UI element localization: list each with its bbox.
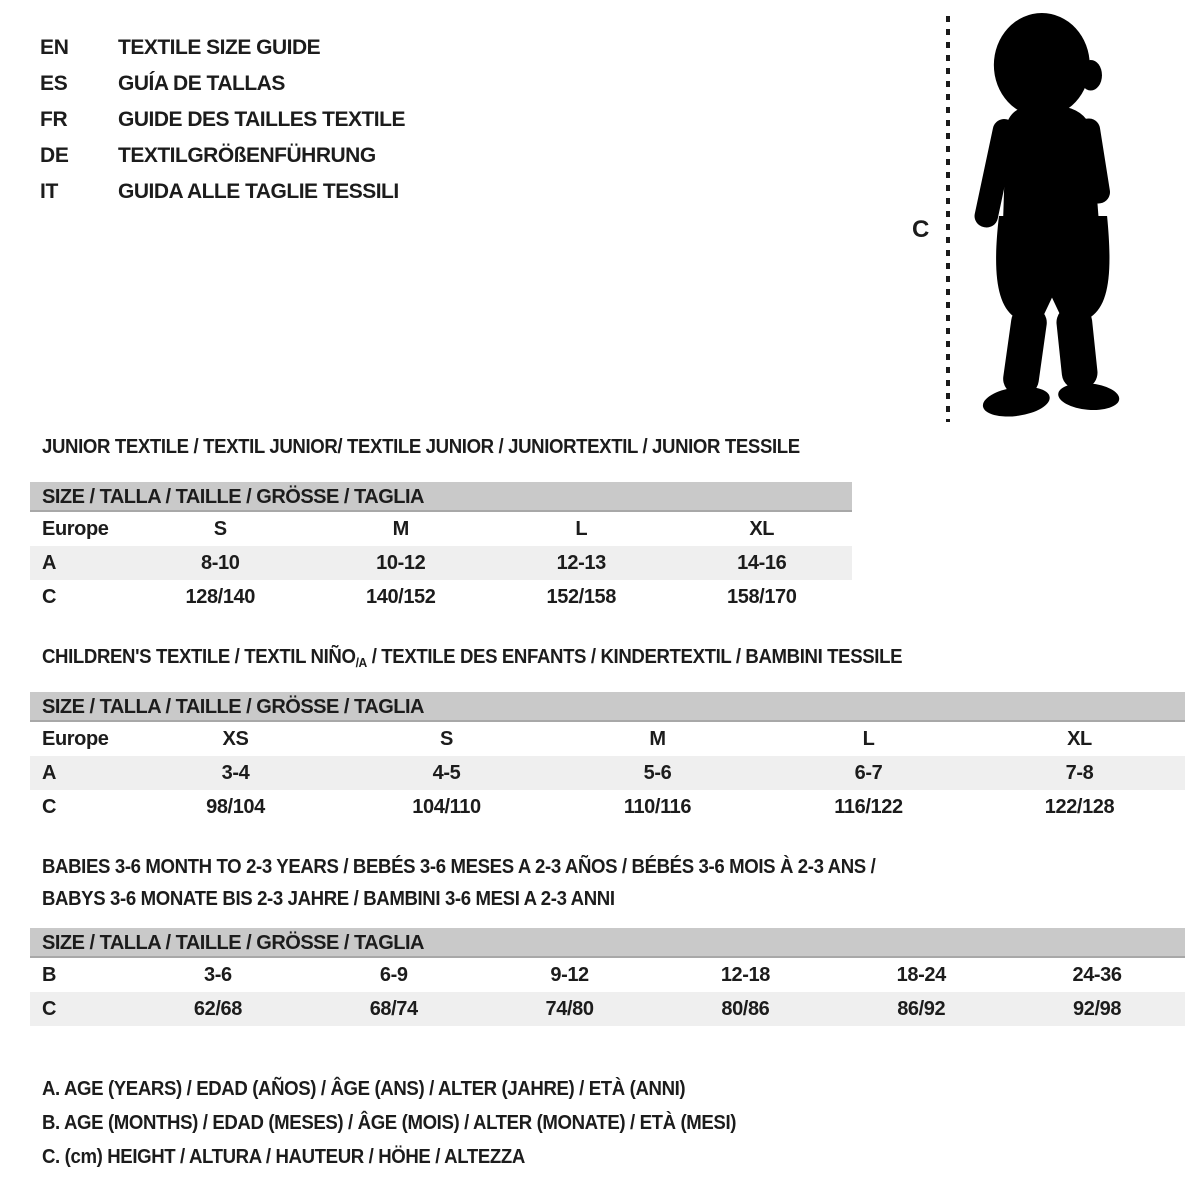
table-cell: 74/80 <box>545 997 594 1020</box>
table-cell: M <box>649 727 666 750</box>
section-title <box>30 851 1185 915</box>
table-cell: XS <box>222 727 249 750</box>
section-title-subscript: /A <box>355 655 367 670</box>
table-cell: 98/104 <box>206 795 265 818</box>
language-code: FR <box>40 108 68 131</box>
legend-line-c: C. (cm) HEIGHT / ALTURA / HAUTEUR / HÖHE / ALTEZZA <box>42 1146 525 1168</box>
guide-title: GUIDE DES TAILLES TEXTILE <box>118 108 405 131</box>
size-table <box>30 722 1185 824</box>
table-cell: 62/68 <box>193 997 242 1020</box>
language-code: DE <box>40 144 69 167</box>
table-cell: 152/158 <box>546 585 616 608</box>
table-cell: 10-12 <box>376 551 426 574</box>
guide-title: GUÍA DE TALLAS <box>118 72 285 95</box>
row-label: C <box>42 585 57 608</box>
table-row <box>30 958 1185 992</box>
legend <box>42 1072 788 1174</box>
language-row <box>40 66 405 102</box>
table-cell: 12-18 <box>720 963 770 986</box>
row-label: A <box>42 761 57 784</box>
table-cell: 12-13 <box>556 551 606 574</box>
table-cell: 6-9 <box>379 963 408 986</box>
table-cell: L <box>575 517 588 540</box>
guide-title: GUIDA ALLE TAGLIE TESSILI <box>118 180 399 203</box>
section-title-line1: BABIES 3-6 MONTH TO 2-3 YEARS / BEBÉS 3-6 MESES A 2-3 AÑOS / BÉBÉS 3-6 MOIS À 2-3 ANS / <box>42 856 876 878</box>
table-cell: 140/152 <box>366 585 436 608</box>
table-cell: 6-7 <box>854 761 883 784</box>
section-childrens-textile <box>30 646 1185 824</box>
table-cell: 3-6 <box>204 963 232 986</box>
table-cell: 86/92 <box>897 997 946 1020</box>
table-cell: 5-6 <box>643 761 672 784</box>
language-row <box>40 174 405 210</box>
size-table <box>30 958 1185 1026</box>
table-row <box>30 580 852 614</box>
size-table <box>30 512 852 614</box>
row-label: B <box>42 963 57 986</box>
table-cell: 92/98 <box>1073 997 1122 1020</box>
table-cell: 18-24 <box>896 963 946 986</box>
table-cell: 122/128 <box>1044 795 1115 818</box>
table-cell: 24-36 <box>1072 963 1122 986</box>
section-title: JUNIOR TEXTILE / TEXTIL JUNIOR/ TEXTILE JUNIOR / JUNIORTEXTIL / JUNIOR TESSILE <box>42 436 800 458</box>
size-header-bar: SIZE / TALLA / TAILLE / GRÖSSE / TAGLIA <box>30 928 1185 958</box>
legend-line-a: A. AGE (YEARS) / EDAD (AÑOS) / ÂGE (ANS) / ALTER (JAHRE) / ETÀ (ANNI) <box>42 1078 686 1100</box>
row-label: C <box>42 795 57 818</box>
table-cell: 116/122 <box>834 795 903 818</box>
language-row <box>40 30 405 66</box>
table-cell: 158/170 <box>727 585 797 608</box>
section-babies-textile <box>30 851 1185 1026</box>
row-label: Europe <box>42 727 109 750</box>
table-cell: 14-16 <box>737 551 787 574</box>
table-cell: 7-8 <box>1065 761 1094 784</box>
section-title-text: / TEXTILE DES ENFANTS / KINDERTEXTIL / BAMBINI TESSILE <box>366 646 903 668</box>
table-cell: S <box>440 727 453 750</box>
table-cell: XL <box>1067 727 1092 750</box>
language-row <box>40 138 405 174</box>
table-cell: XL <box>749 517 775 540</box>
language-row <box>40 102 405 138</box>
table-row <box>30 992 1185 1026</box>
language-code: IT <box>40 180 59 203</box>
table-row <box>30 722 1185 756</box>
table-cell: S <box>213 517 227 540</box>
section-title-line2: BABYS 3-6 MONATE BIS 2-3 JAHRE / BAMBINI 3-6 MESI A 2-3 ANNI <box>42 888 615 910</box>
table-cell: M <box>392 517 409 540</box>
size-header-bar: SIZE / TALLA / TAILLE / GRÖSSE / TAGLIA <box>30 692 1185 722</box>
language-code: EN <box>40 36 69 59</box>
table-cell: 104/110 <box>412 795 481 818</box>
guide-title: TEXTILE SIZE GUIDE <box>118 36 321 59</box>
toddler-silhouette-icon <box>962 12 1142 420</box>
table-row <box>30 790 1185 824</box>
table-cell: 128/140 <box>185 585 255 608</box>
table-cell: 110/116 <box>623 795 692 818</box>
row-label: A <box>42 551 57 574</box>
language-title-list <box>40 30 405 210</box>
row-label: C <box>42 997 57 1020</box>
guide-title: TEXTILGRÖßENFÜHRUNG <box>118 144 376 167</box>
table-cell: 9-12 <box>550 963 589 986</box>
table-cell: 3-4 <box>221 761 250 784</box>
height-measure-dashed-line <box>944 16 952 422</box>
size-header-bar: SIZE / TALLA / TAILLE / GRÖSSE / TAGLIA <box>30 482 852 512</box>
section-title-text: CHILDREN'S TEXTILE / TEXTIL NIÑO <box>42 646 356 668</box>
height-label-c: C <box>912 216 930 243</box>
row-label: Europe <box>42 517 109 540</box>
language-code: ES <box>40 72 68 95</box>
table-cell: 68/74 <box>369 997 418 1020</box>
legend-line-b: B. AGE (MONTHS) / EDAD (MESES) / ÂGE (MOIS) / ALTER (MONATE) / ETÀ (MESI) <box>42 1112 737 1134</box>
section-junior-textile <box>30 436 852 614</box>
table-cell: L <box>862 727 875 750</box>
table-cell: 8-10 <box>201 551 240 574</box>
table-cell: 4-5 <box>432 761 461 784</box>
table-row <box>30 546 852 580</box>
table-row <box>30 756 1185 790</box>
table-row <box>30 512 852 546</box>
section-title <box>42 646 1105 668</box>
table-cell: 80/86 <box>721 997 770 1020</box>
